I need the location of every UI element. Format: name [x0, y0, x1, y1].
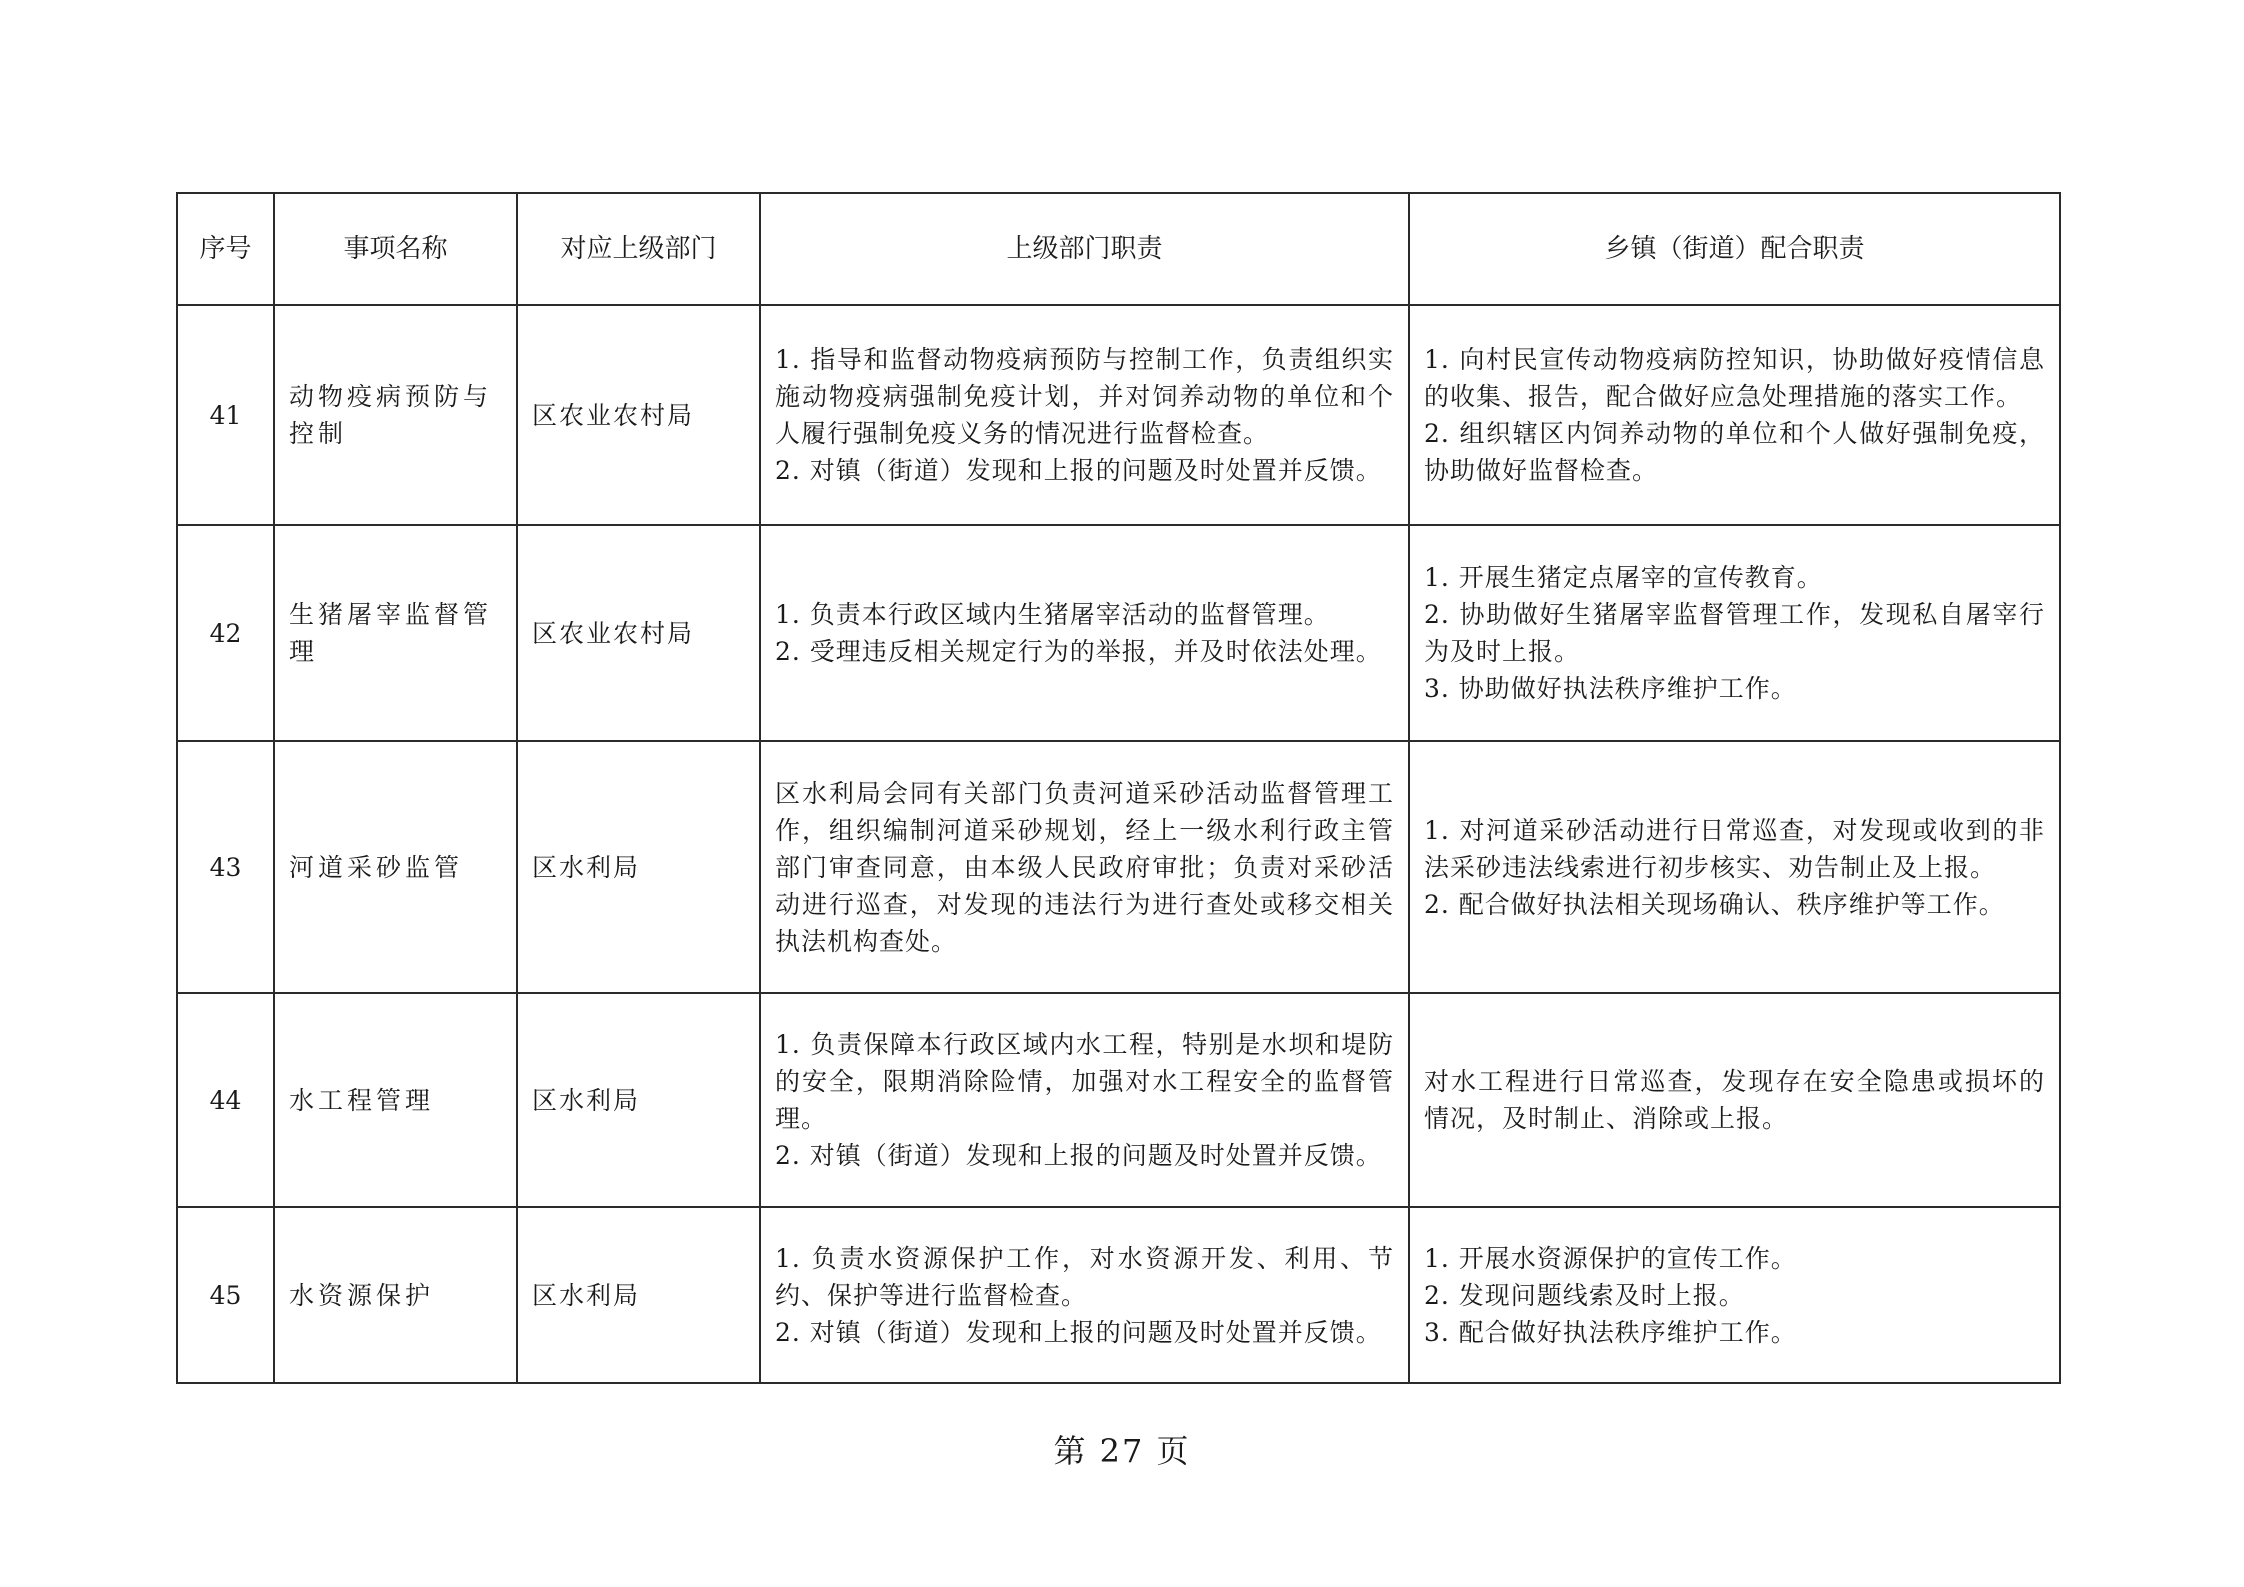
- page-number: 第 27 页: [1053, 1432, 1191, 1470]
- duty-line: 2. 发现问题线索及时上报。: [1424, 1280, 1745, 1310]
- row-township-duties: [1409, 1207, 2060, 1383]
- table-row: [177, 305, 2060, 525]
- duty-line: 2. 对镇（街道）发现和上报的问题及时处置并反馈。: [775, 456, 1382, 485]
- row-superior-department: 区农业农村局: [517, 305, 760, 525]
- row-township-duties: [1409, 993, 2060, 1207]
- duty-line: 2. 组织辖区内饲养动物的单位和个人做好强制免疫，协助做好监督检查。: [1424, 419, 2045, 485]
- row-superior-department: 区水利局: [517, 1207, 760, 1383]
- row-township-duties: [1409, 525, 2060, 741]
- row-serial-number: 44: [177, 993, 274, 1207]
- header-superior-duties: 上级部门职责: [760, 193, 1409, 305]
- row-superior-duties: [760, 1207, 1409, 1383]
- row-item-name: 水资源保护: [274, 1207, 517, 1383]
- duty-line: 1. 开展生猪定点屠宰的宣传教育。: [1424, 563, 1823, 592]
- duty-line: 1. 指导和监督动物疫病预防与控制工作，负责组织实施动物疫病强制免疫计划，并对饲养动物的单位和个人履行强制免疫义务的情况进行监督检查。: [775, 345, 1394, 448]
- duty-line: 1. 负责水资源保护工作，对水资源开发、利用、节约、保护等进行监督检查。: [775, 1243, 1394, 1310]
- header-item-name: 事项名称: [274, 193, 517, 305]
- header-superior-department: 对应上级部门: [517, 193, 760, 305]
- row-superior-duties: [760, 993, 1409, 1207]
- duty-line: 2. 对镇（街道）发现和上报的问题及时处置并反馈。: [775, 1141, 1382, 1170]
- table-row: [177, 1207, 2060, 1383]
- row-serial-number: 42: [177, 525, 274, 741]
- row-item-name: 水工程管理: [274, 993, 517, 1207]
- row-serial-number: 41: [177, 305, 274, 525]
- duty-line: 1. 负责保障本行政区域内水工程，特别是水坝和堤防的安全，限期消除险情，加强对水工程安全的监督管理。: [775, 1030, 1394, 1133]
- duty-line: 1. 开展水资源保护的宣传工作。: [1424, 1243, 1797, 1273]
- row-superior-duties: [760, 305, 1409, 525]
- row-superior-department: 区农业农村局: [517, 525, 760, 741]
- duty-line: 3. 配合做好执法秩序维护工作。: [1424, 1317, 1797, 1347]
- row-serial-number: 43: [177, 741, 274, 993]
- duty-line: 1. 负责本行政区域内生猪屠宰活动的监督管理。: [775, 600, 1330, 629]
- row-superior-duties: [760, 741, 1409, 993]
- table-row: [177, 741, 2060, 993]
- table-row: [177, 525, 2060, 741]
- row-item-name: 生猪屠宰监督管理: [274, 525, 517, 741]
- row-superior-duties: [760, 525, 1409, 741]
- row-superior-department: 区水利局: [517, 741, 760, 993]
- duty-line: 2. 对镇（街道）发现和上报的问题及时处置并反馈。: [775, 1317, 1382, 1347]
- duty-line: 2. 协助做好生猪屠宰监督管理工作，发现私自屠宰行为及时上报。: [1424, 600, 2045, 666]
- row-item-name: 动物疫病预防与控制: [274, 305, 517, 525]
- row-township-duties: [1409, 741, 2060, 993]
- duty-line: 1. 对河道采砂活动进行日常巡查，对发现或收到的非法采砂违法线索进行初步核实、劝告制止及上报。: [1424, 815, 2045, 882]
- duty-line: 2. 配合做好执法相关现场确认、秩序维护等工作。: [1424, 889, 2005, 919]
- table-row: [177, 993, 2060, 1207]
- row-serial-number: 45: [177, 1207, 274, 1383]
- header-township-duties: 乡镇（街道）配合职责: [1409, 193, 2060, 305]
- duty-line: 3. 协助做好执法秩序维护工作。: [1424, 674, 1797, 703]
- duty-table: [176, 192, 2061, 1384]
- duty-line: 对水工程进行日常巡查，发现存在安全隐患或损坏的情况，及时制止、消除或上报。: [1424, 1067, 2045, 1133]
- table-header-row: [177, 193, 2060, 305]
- duty-line: 区水利局会同有关部门负责河道采砂活动监督管理工作，组织编制河道采砂规划，经上一级水利行政主管部门审查同意，由本级人民政府审批；负责对采砂活动进行巡查，对发现的违法行为进行查处或移交相关执法机构查处。: [775, 778, 1394, 956]
- row-superior-department: 区水利局: [517, 993, 760, 1207]
- row-item-name: 河道采砂监管: [274, 741, 517, 993]
- duty-line: 2. 受理违反相关规定行为的举报，并及时依法处理。: [775, 637, 1382, 666]
- row-township-duties: [1409, 305, 2060, 525]
- duty-line: 1. 向村民宣传动物疫病防控知识，协助做好疫情信息的收集、报告，配合做好应急处理措施的落实工作。: [1424, 345, 2045, 411]
- header-serial-number: 序号: [177, 193, 274, 305]
